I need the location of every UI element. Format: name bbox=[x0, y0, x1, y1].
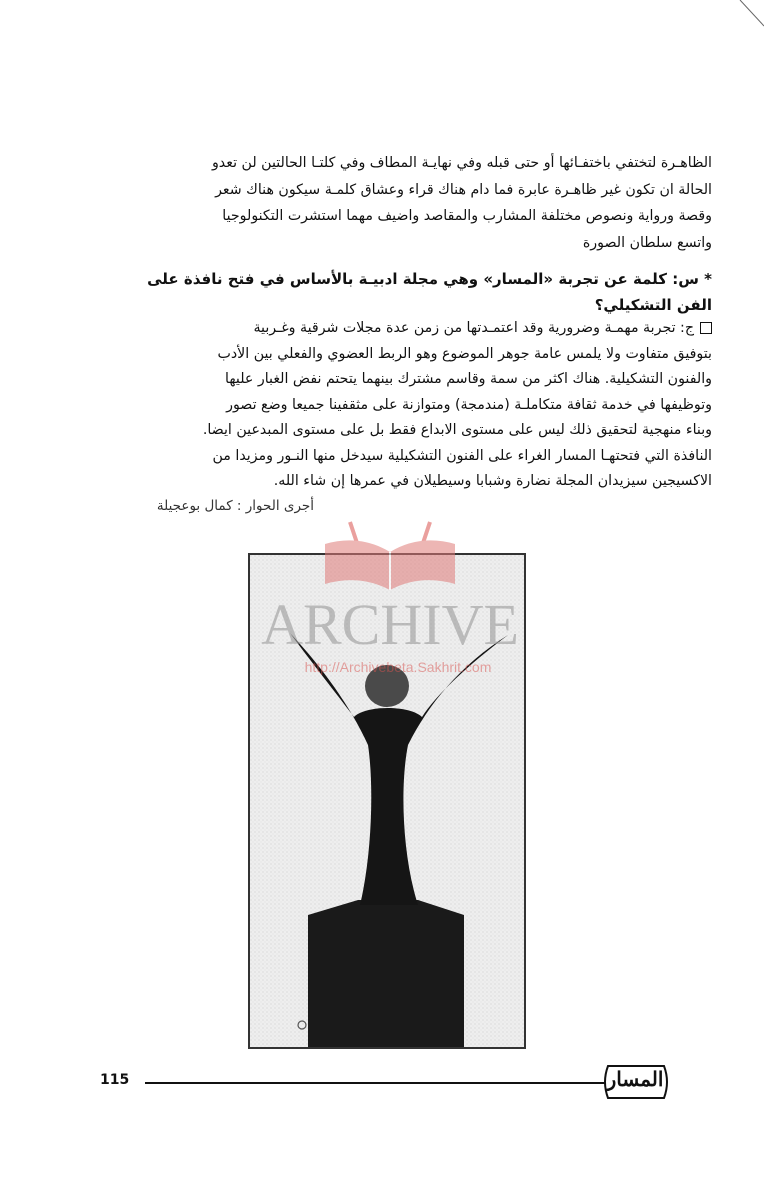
answer-line: بتوفيق متفاوت ولا يلمس عامة جوهر الموضوع وهو الربط العضوي والفعلي بين الأدب bbox=[217, 345, 712, 362]
text-line: واتسع سلطان الصورة bbox=[582, 234, 712, 251]
answer-line: وبناء منهجية لتحقيق ذلك ليس على مستوى الابداع فقط بل على مستوى المبدعين ايضا. bbox=[202, 422, 712, 438]
archive-watermark bbox=[230, 512, 550, 682]
text-line: وقصة ورواية ونصوص مختلفة المشارب والمقاصد واضيف مهما استشرت التكنولوجيا bbox=[222, 208, 712, 224]
question-line: الفن التشكيلي؟ bbox=[594, 296, 712, 314]
watermark-url: http://Archivebeta.Sakhrit.com bbox=[304, 659, 492, 675]
question-line: * س: كلمة عن تجربة «المسار» وهي مجلة ادبيـة بالأساس في فتح نافذة على bbox=[147, 270, 712, 288]
watermark-title: ARCHIVE bbox=[261, 592, 519, 657]
text-line: الظاهـرة لتختفي باختفـائها أو حتى قبله وفي نهايـة المطاف وفي كلتـا الحالتين لن تعدو bbox=[211, 155, 712, 171]
footer-rule bbox=[145, 1082, 607, 1084]
page-number: 115 bbox=[100, 1072, 130, 1088]
magazine-logo-text: المسار bbox=[606, 1067, 664, 1091]
paragraph-intro bbox=[52, 150, 712, 256]
answer-line: والفنون التشكيلية. هناك اكثر من سمة وقاسم مشترك بينهما يتحتم نفض الغبار عليها bbox=[225, 371, 712, 387]
interviewer-credit: أجرى الحوار : كمال بوعجيلة bbox=[156, 498, 314, 514]
answer-text: ج: تجربة مهمـة وضرورية وقد اعتمـدتها من زمن عدة مجلات شرقية وغـربية bbox=[253, 320, 694, 336]
interview-answer bbox=[52, 316, 712, 495]
answer-line: النافذة التي فتحتهـا المسار الغراء على الفنون التشكيلية سيدخل منها النـور ومزيدا من bbox=[212, 447, 712, 464]
interview-question bbox=[52, 266, 712, 318]
answer-line: وتوظيفها في خدمة ثقافة متكاملـة (مندمجة) ومتوازنة على مثقفينا جميعا وضع تصور bbox=[226, 396, 712, 413]
answer-line: الاكسيجين سيزيدان المجلة نضارة وشبابا وسيطيلان في عمرها إن شاء الله. bbox=[273, 473, 712, 489]
answer-line bbox=[52, 316, 712, 342]
text-line: الحالة ان تكون غير ظاهـرة عابرة فما دام هناك قراء وعشاق كلمـة سيكون هناك شعر bbox=[215, 181, 712, 198]
answer-box-icon bbox=[700, 322, 712, 334]
book-watermark-icon bbox=[325, 522, 455, 590]
